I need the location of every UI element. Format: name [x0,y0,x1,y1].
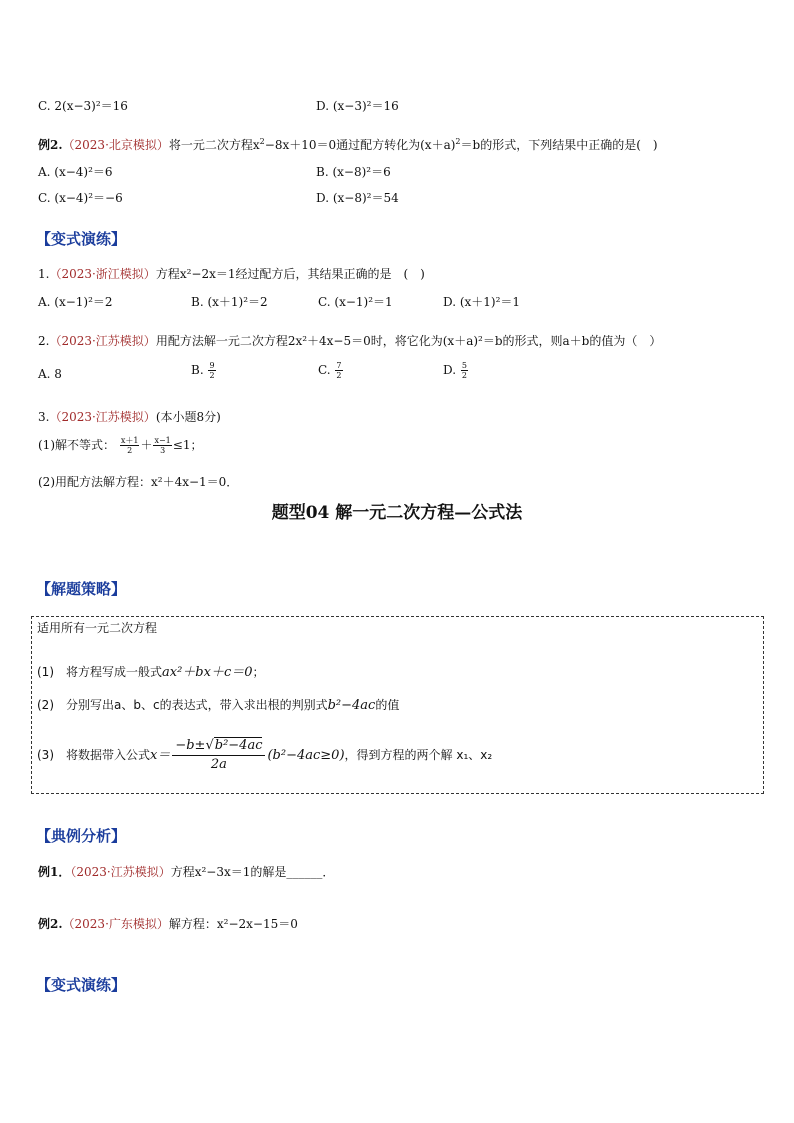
formula: b²−4ac [327,698,376,713]
variant-3-part-1: (1)解不等式： $\frac{x+1}{2}$ ＋ $\frac{x-1}{3}$ ≤1； [38,436,203,455]
variant-1-question [38,266,425,282]
fraction: $\frac{9}{2}$ [209,361,215,380]
question-number: 1. [38,267,50,281]
option-b: B. $\frac{9}{2}$ [191,361,215,380]
strategy-step-2: (2) 分别写出a、b、c的表达式，带入求出根的判别式b²−4ac的值 [37,698,400,713]
section-heading-variant: 【变式演练】 [36,230,127,248]
example-2-question [38,916,298,932]
option-d: D. (x＋1)²＝1 [443,295,521,309]
source-tag: （2023·广东模拟） [62,917,169,931]
option-d: D. (x−3)²＝16 [316,99,399,113]
source-tag: （2023·江苏模拟） [49,410,156,424]
question-text: 方程x²−2x＝1经过配方后，其结果正确的是 ( ) [155,267,425,281]
option-c: C. $\frac{7}{2}$ [318,361,342,380]
fraction: $\frac{x+1}{2}$ [120,436,139,455]
question-number: 3. [38,410,50,424]
question-text: −8x＋10＝0通过配方转化为(x＋a) [264,138,456,152]
option-a: A. 8 [38,367,62,381]
source-tag: （2023·浙江模拟） [49,267,156,281]
question-text: ＝b的形式，下列结果中正确的是( ) [460,138,658,152]
section-heading-strategy: 【解题策略】 [36,580,127,598]
option-d: D. (x−8)²＝54 [316,191,399,205]
variant-3-question [38,409,221,425]
strategy-step-1: (1) 将方程写成一般式ax²＋bx＋c＝0； [37,665,265,680]
option-a: A. (x−1)²＝2 [38,295,113,309]
strategy-intro: 适用所有一元二次方程 [37,621,158,635]
quadratic-formula: $\frac{\text{−b±√b²−4ac}}{2a}$ [172,737,265,774]
option-d: D. $\frac{5}{2}$ [443,361,467,380]
fraction: $\frac{7}{2}$ [336,361,342,380]
option-a: A. (x−4)²＝6 [38,165,113,179]
strategy-step-3: (3) 将数据带入公式x＝ $\frac{\text{−b±√b²−4ac}}{2a}$ (b²−4ac≥0)，得到方程的两个解 x₁、x₂ [37,738,493,772]
variant-2-question [38,333,661,349]
question-text: 用配方法解一元二次方程2x²＋4x−5＝0时，将它化为(x＋a)²＝b的形式，则a＋b的值为（ ） [155,334,662,348]
option-c: C. 2(x−3)²＝16 [38,99,128,113]
section-heading-examples: 【典例分析】 [36,827,127,845]
question-text: 解方程：x²−2x−15＝0 [168,917,298,931]
example-label: 例2. [38,917,63,931]
variant-3-part-2: (2)用配方法解方程：x²＋4x−1＝0． [38,475,239,489]
page-title: 题型04 解一元二次方程—公式法 [271,503,523,523]
option-b: B. (x＋1)²＝2 [191,295,268,309]
option-b: B. (x−8)²＝6 [316,165,391,179]
example-2-question: 例2.（2023·北京模拟）将一元二次方程$x^2-8x+10=0$通过配方转化为$(x+a)^2=b$的形式，下列结果中正确的是( ) [38,137,658,152]
fraction: $\frac{x-1}{3}$ [154,436,171,455]
source-tag: （2023·江苏模拟） [70,865,171,879]
formula: (b²−4ac≥0) [267,748,345,763]
section-heading-variant: 【变式演练】 [36,976,127,994]
score-note: (本小题8分) [155,410,221,424]
source-tag: （2023·江苏模拟） [49,334,156,348]
question-text: 将一元二次方程x [168,138,260,152]
fraction: $\frac{5}{2}$ [461,361,467,380]
formula: ax²＋bx＋c＝0 [162,665,253,680]
source-tag: （2023·北京模拟） [62,138,169,152]
option-c: C. (x−4)²＝−6 [38,191,123,205]
question-number: 2. [38,334,50,348]
example-label: 例2. [38,138,63,152]
example-label: 例1． [38,865,71,879]
example-1-question [38,864,334,880]
question-text: 方程x²−3x＝1的解是______． [170,865,335,879]
option-c: C. (x−1)²＝1 [318,295,393,309]
